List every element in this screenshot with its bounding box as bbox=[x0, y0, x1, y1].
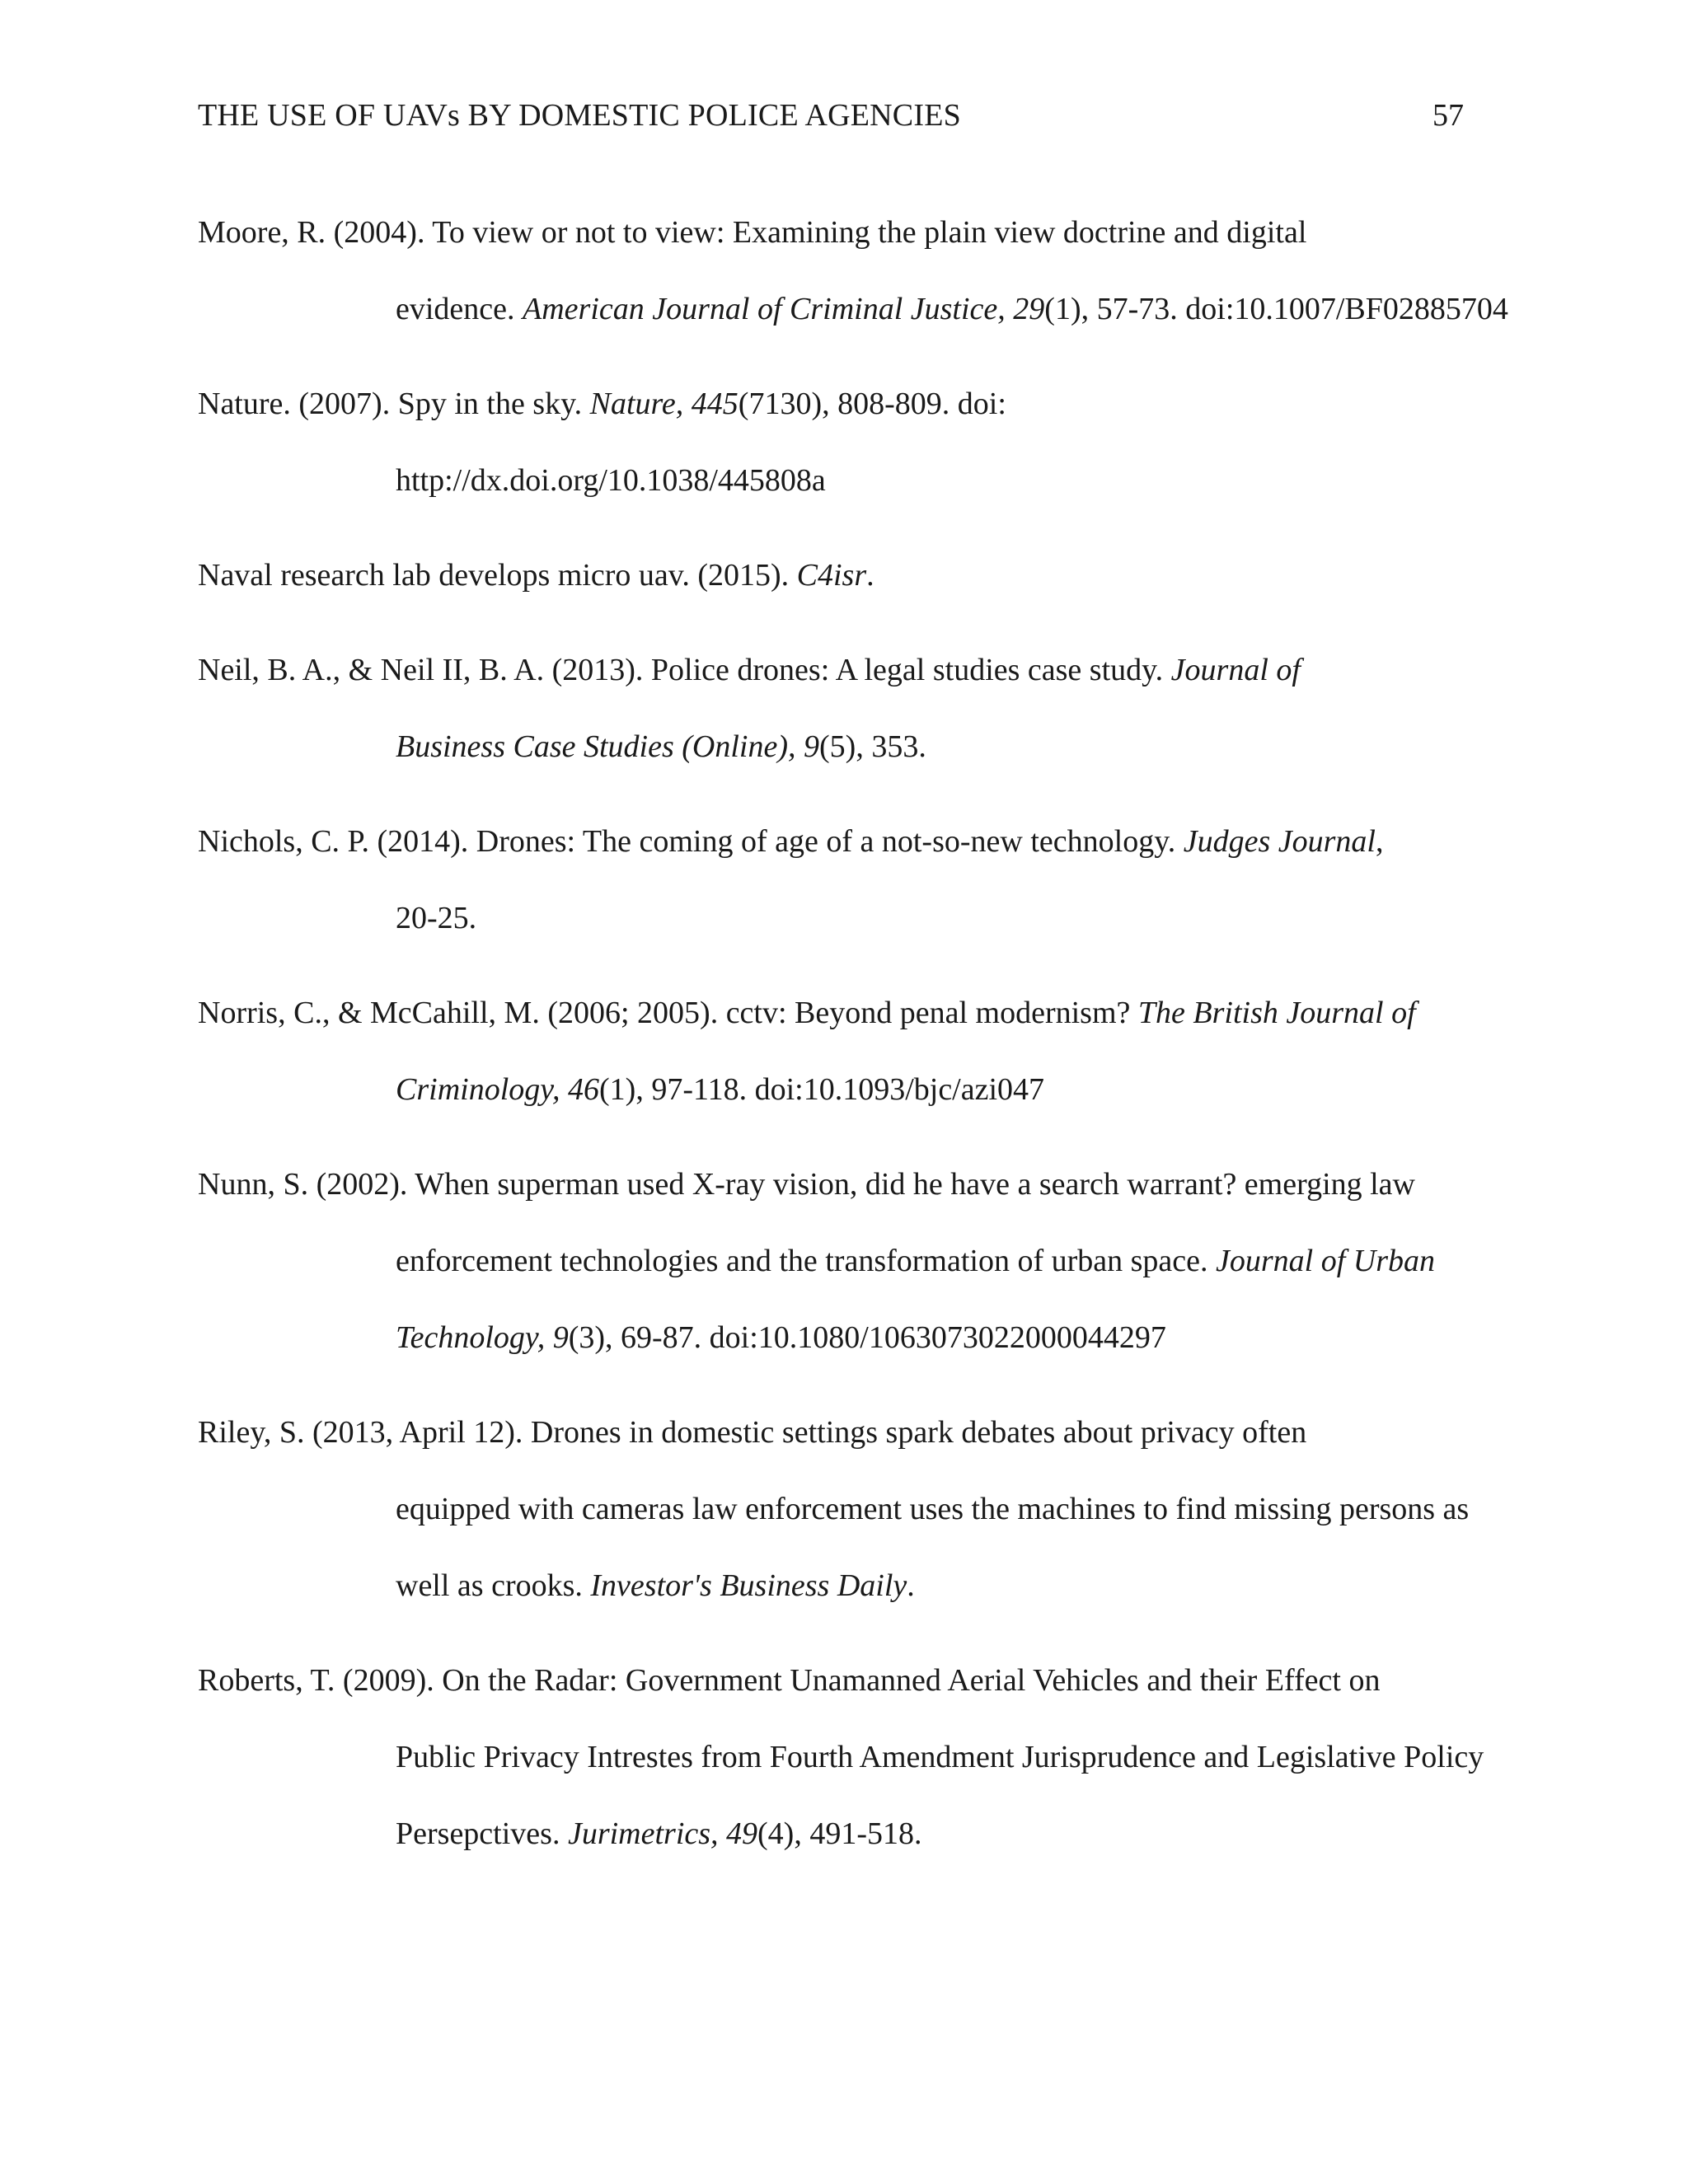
reference-text: Nunn, S. (2002). When superman used X-ray vision, did he have a search warrant? emerging law bbox=[198, 1167, 1415, 1202]
reference-text: (1), 97-118. doi:10.1093/bjc/azi047 bbox=[599, 1072, 1045, 1107]
reference-text: enforcement technologies and the transformation of urban space. bbox=[396, 1244, 1217, 1278]
reference-continuation-line bbox=[297, 1471, 1500, 1548]
reference-continuation-line bbox=[297, 271, 1508, 348]
reference-text: (1), 57-73. doi:10.1007/BF02885704 bbox=[1044, 292, 1508, 326]
reference-italic-text: Investor's Business Daily bbox=[590, 1568, 907, 1603]
reference-list bbox=[198, 194, 1508, 1891]
reference-text: (3), 69-87. doi:10.1080/1063073022000044297 bbox=[568, 1320, 1166, 1355]
reference-continuation-line bbox=[297, 1796, 1500, 1872]
reference-text: (7130), 808-809. doi: bbox=[738, 387, 1006, 421]
reference-entry bbox=[198, 975, 1500, 1128]
reference-text: http://dx.doi.org/10.1038/445808a bbox=[396, 463, 826, 498]
reference-continuation-line bbox=[297, 1300, 1500, 1376]
reference-text: Persepctives. bbox=[396, 1816, 568, 1851]
reference-text: equipped with cameras law enforcement uses the machines to find missing persons as bbox=[396, 1492, 1470, 1526]
reference-text: Neil, B. A., & Neil II, B. A. (2013). Police drones: A legal studies case study. bbox=[198, 653, 1171, 687]
reference-italic-text: Business Case Studies (Online), 9 bbox=[396, 729, 820, 764]
reference-italic-text: Jurimetrics, 49 bbox=[567, 1816, 758, 1851]
reference-first-line bbox=[198, 804, 1500, 880]
reference-first-line bbox=[198, 366, 1500, 443]
reference-text: (4), 491-518. bbox=[757, 1816, 922, 1851]
reference-italic-text: American Journal of Criminal Justice, 29 bbox=[523, 292, 1045, 326]
reference-first-line bbox=[198, 1643, 1500, 1719]
reference-italic-text: Nature, 445 bbox=[589, 387, 738, 421]
reference-entry bbox=[198, 1146, 1500, 1376]
reference-italic-text: The British Journal of bbox=[1137, 996, 1416, 1030]
reference-continuation-line bbox=[297, 880, 1500, 957]
reference-text: Nichols, C. P. (2014). Drones: The coming of age of a not-so-new technology. bbox=[198, 824, 1184, 859]
reference-continuation-line bbox=[297, 1719, 1500, 1796]
running-head: THE USE OF UAVs BY DOMESTIC POLICE AGENCIES bbox=[198, 98, 961, 133]
reference-entry bbox=[198, 1394, 1500, 1624]
reference-text: Public Privacy Intrestes from Fourth Amendment Jurisprudence and Legislative Policy bbox=[396, 1740, 1484, 1774]
reference-entry bbox=[198, 366, 1500, 519]
reference-entry bbox=[198, 804, 1500, 957]
reference-italic-text: Journal of bbox=[1170, 653, 1301, 687]
reference-text: . bbox=[907, 1568, 915, 1603]
reference-italic-text: Criminology, 46 bbox=[396, 1072, 600, 1107]
reference-text: . bbox=[866, 558, 874, 593]
reference-continuation-line bbox=[297, 709, 1500, 785]
reference-continuation-line bbox=[297, 1548, 1500, 1624]
reference-entry bbox=[198, 632, 1500, 785]
reference-continuation-line bbox=[297, 443, 1500, 519]
reference-text: Naval research lab develops micro uav. (2015). bbox=[198, 558, 797, 593]
reference-first-line bbox=[198, 632, 1500, 709]
reference-text: , bbox=[1375, 824, 1384, 859]
reference-text: Nature. (2007). Spy in the sky. bbox=[198, 387, 590, 421]
reference-text: 20-25. bbox=[396, 901, 477, 935]
reference-entry bbox=[198, 537, 1500, 614]
reference-entry bbox=[198, 1643, 1500, 1872]
reference-text: Moore, R. (2004). To view or not to view: Examining the plain view doctrine and digital bbox=[198, 215, 1307, 250]
reference-continuation-line bbox=[297, 1223, 1500, 1300]
reference-first-line bbox=[198, 537, 1500, 614]
reference-italic-text: C4isr bbox=[796, 558, 867, 593]
reference-first-line bbox=[198, 1146, 1500, 1223]
reference-text: Roberts, T. (2009). On the Radar: Government Unamanned Aerial Vehicles and their Effect on bbox=[198, 1663, 1381, 1698]
reference-italic-text: Technology, 9 bbox=[396, 1320, 569, 1355]
reference-first-line bbox=[198, 194, 1500, 271]
reference-text: Riley, S. (2013, April 12). Drones in domestic settings spark debates about privacy often bbox=[198, 1415, 1307, 1450]
reference-entry bbox=[198, 194, 1508, 348]
reference-first-line bbox=[198, 1394, 1500, 1471]
reference-continuation-line bbox=[297, 1052, 1500, 1128]
reference-italic-text: Judges Journal bbox=[1183, 824, 1376, 859]
reference-text: evidence. bbox=[396, 292, 523, 326]
reference-text: well as crooks. bbox=[396, 1568, 591, 1603]
reference-text: Norris, C., & McCahill, M. (2006; 2005). cctv: Beyond penal modernism? bbox=[198, 996, 1138, 1030]
page-number: 57 bbox=[1432, 98, 1464, 133]
reference-first-line bbox=[198, 975, 1500, 1052]
reference-text: (5), 353. bbox=[819, 729, 926, 764]
reference-italic-text: Journal of Urban bbox=[1216, 1244, 1436, 1278]
